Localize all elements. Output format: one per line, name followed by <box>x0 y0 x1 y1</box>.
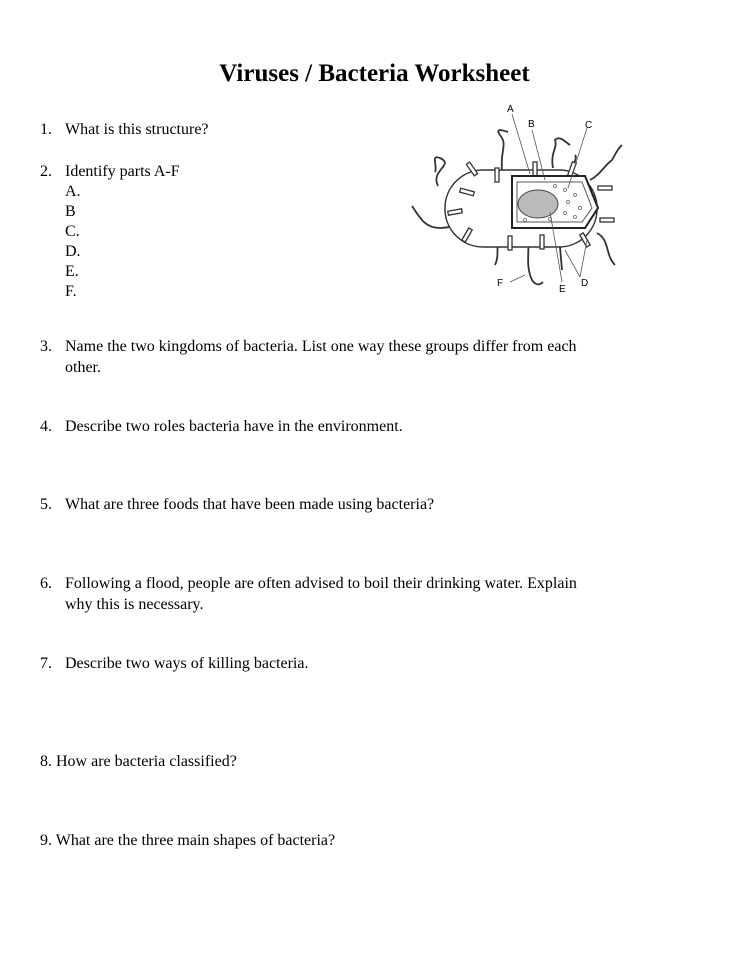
label-e: E <box>559 284 566 295</box>
part-c: C. <box>65 223 80 240</box>
question-6-text: Following a flood, people are often advised to boil their drinking water. Explain <box>65 575 577 592</box>
question-9-text: 9. What are the three main shapes of bacteria? <box>40 832 336 849</box>
part-b: B <box>65 203 76 220</box>
question-1-text: What is this structure? <box>65 121 209 138</box>
question-2-number: 2. <box>40 163 52 180</box>
question-4-text: Describe two roles bacteria have in the environment. <box>65 418 403 435</box>
part-d: D. <box>65 243 81 260</box>
question-3-text: Name the two kingdoms of bacteria. List one way these groups differ from each <box>65 338 577 355</box>
question-1-number: 1. <box>40 121 52 138</box>
question-7-text: Describe two ways of killing bacteria. <box>65 655 309 672</box>
question-5-text: What are three foods that have been made using bacteria? <box>65 496 435 513</box>
label-d: D <box>581 278 589 289</box>
label-a: A <box>507 104 514 115</box>
nucleoid <box>518 190 558 218</box>
label-c: C <box>585 120 593 131</box>
part-a: A. <box>65 183 81 200</box>
question-7-number: 7. <box>40 655 52 672</box>
question-4-number: 4. <box>40 418 52 435</box>
label-b: B <box>528 119 535 130</box>
question-8-text: 8. How are bacteria classified? <box>40 753 237 770</box>
question-3-text-cont: other. <box>65 359 101 376</box>
part-e: E. <box>65 263 79 280</box>
question-6-text-cont: why this is necessary. <box>65 596 204 613</box>
question-2-text: Identify parts A-F <box>65 163 180 180</box>
question-3-number: 3. <box>40 338 52 355</box>
page-title: Viruses / Bacteria Worksheet <box>219 60 530 87</box>
question-6-number: 6. <box>40 575 52 592</box>
bacterium-diagram <box>400 100 640 300</box>
label-f: F <box>497 278 504 289</box>
part-f: F. <box>65 283 77 300</box>
question-5-number: 5. <box>40 496 52 513</box>
